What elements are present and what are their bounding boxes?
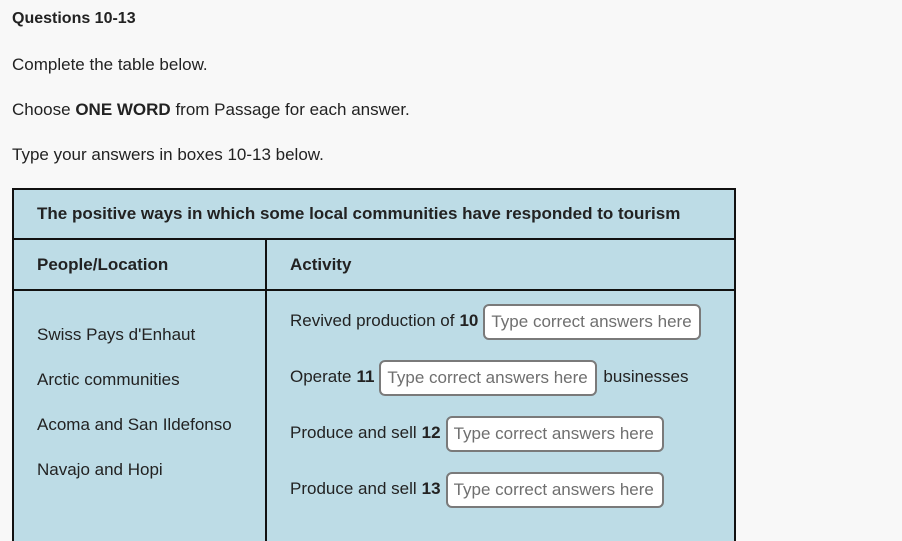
location-item: Swiss Pays d'Enhaut: [37, 325, 196, 344]
instruction-choose-word: [12, 100, 410, 120]
instruction-bold: ONE WORD: [75, 100, 171, 119]
question-number: 12: [421, 423, 441, 442]
instruction-complete-table: Complete the table below.: [12, 55, 208, 74]
activity-text: Produce and sell: [290, 423, 417, 442]
instruction-suffix: from Passage for each answer.: [170, 100, 410, 119]
activity-text: Operate: [290, 367, 352, 386]
activity-text: Produce and sell: [290, 479, 417, 498]
activity-text: Revived production of: [290, 311, 455, 330]
activity-text-after: businesses: [603, 367, 689, 386]
answer-input-13[interactable]: [446, 472, 664, 508]
question-number: 11: [356, 367, 375, 386]
location-item: Acoma and San Ildefonso: [37, 415, 232, 434]
location-item: Arctic communities: [37, 370, 180, 389]
question-table: [12, 188, 736, 541]
question-number: 13: [421, 479, 441, 498]
question-number: 10: [459, 311, 479, 330]
answer-input-11[interactable]: [379, 360, 597, 396]
column-header-location: People/Location: [13, 239, 266, 290]
instruction-prefix: Choose: [12, 100, 76, 119]
activity-row-13: [290, 472, 734, 528]
questions-heading: Questions 10-13: [12, 10, 136, 27]
activity-row-10: [290, 304, 734, 360]
answer-input-10[interactable]: [483, 304, 701, 340]
activity-row-12: [290, 416, 734, 472]
instruction-type-answers: Type your answers in boxes 10-13 below.: [12, 145, 324, 164]
column-header-activity: Activity: [266, 239, 735, 290]
locations-cell: [13, 290, 266, 541]
answer-input-12[interactable]: [446, 416, 664, 452]
activities-cell: [266, 290, 735, 541]
activity-row-11: [290, 360, 734, 416]
table-title: The positive ways in which some local communities have responded to tourism: [13, 189, 735, 239]
location-item: Navajo and Hopi: [37, 460, 163, 479]
